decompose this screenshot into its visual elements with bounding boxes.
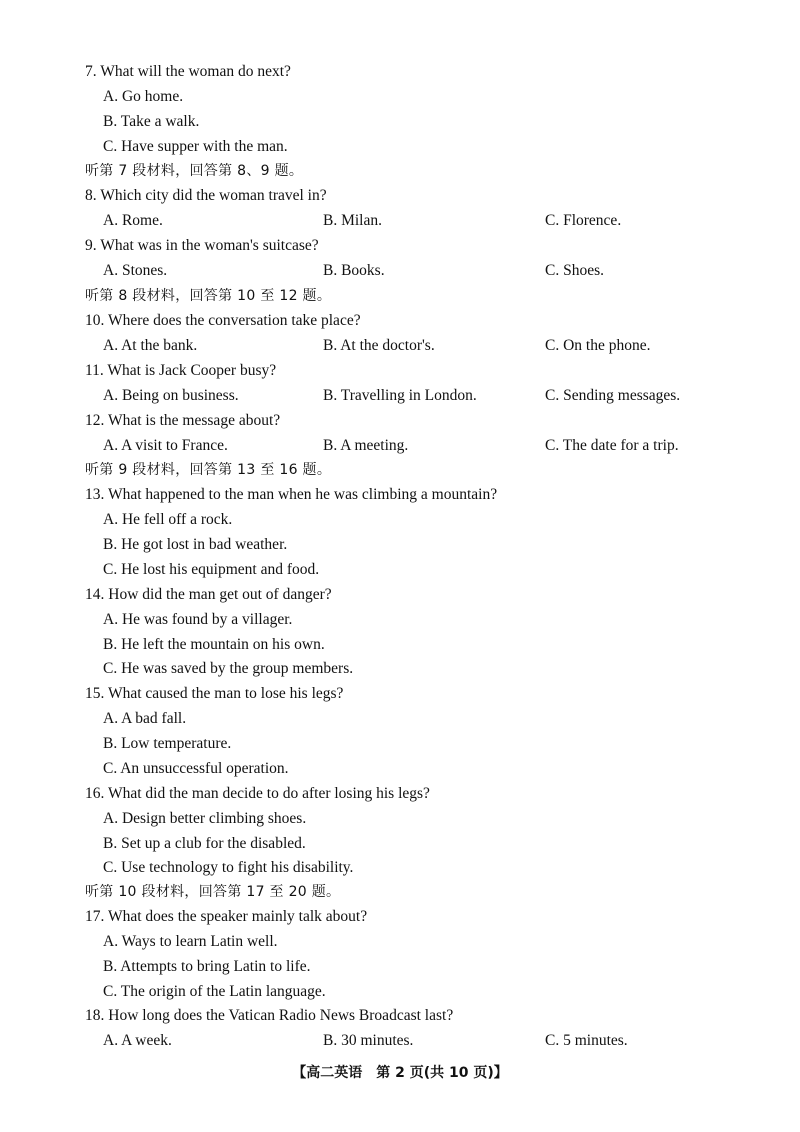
question-18-option-a: A. A week. (103, 1032, 172, 1049)
question-12-option-a: A. A visit to France. (103, 437, 228, 454)
question-12-option-b: B. A meeting. (323, 437, 409, 454)
question-8-option-a: A. Rome. (103, 212, 163, 229)
question-14-option-c: C. He was saved by the group members. (103, 660, 354, 677)
question-11-option-b: B. Travelling in London. (323, 387, 477, 404)
section-heading-9: 听第 9 段材料，回答第 13 至 16 题。 (85, 462, 332, 478)
question-13-option-b: B. He got lost in bad weather. (103, 536, 288, 553)
question-7-option-b: B. Take a walk. (103, 113, 200, 130)
question-7-option-c: C. Have supper with the man. (103, 138, 288, 155)
page-footer: 【高二英语 第 2 页(共 10 页)】 (292, 1065, 508, 1081)
question-9-option-c: C. Shoes. (545, 262, 604, 279)
question-17-option-a: A. Ways to learn Latin well. (103, 933, 278, 950)
question-18-option-b: B. 30 minutes. (323, 1032, 414, 1049)
question-16-stem: 16. What did the man decide to do after losing his legs? (85, 785, 430, 802)
question-12-stem: 12. What is the message about? (85, 412, 281, 429)
question-7-option-a: A. Go home. (103, 88, 184, 105)
question-9-stem: 9. What was in the woman's suitcase? (85, 237, 319, 254)
question-10-option-b: B. At the doctor's. (323, 337, 435, 354)
question-13-stem: 13. What happened to the man when he was climbing a mountain? (85, 486, 498, 503)
question-9-option-b: B. Books. (323, 262, 385, 279)
question-8-stem: 8. Which city did the woman travel in? (85, 187, 327, 204)
question-8-option-c: C. Florence. (545, 212, 622, 229)
question-15-stem: 15. What caused the man to lose his legs? (85, 685, 344, 702)
question-10-option-c: C. On the phone. (545, 337, 651, 354)
question-15-option-b: B. Low temperature. (103, 735, 232, 752)
question-9-option-a: A. Stones. (103, 262, 168, 279)
question-11-option-c: C. Sending messages. (545, 387, 681, 404)
question-8-option-b: B. Milan. (323, 212, 382, 229)
question-12-option-c: C. The date for a trip. (545, 437, 679, 454)
question-14-option-b: B. He left the mountain on his own. (103, 636, 325, 653)
question-16-option-c: C. Use technology to fight his disability. (103, 859, 354, 876)
question-13-option-c: C. He lost his equipment and food. (103, 561, 320, 578)
question-16-option-a: A. Design better climbing shoes. (103, 810, 307, 827)
question-14-stem: 14. How did the man get out of danger? (85, 586, 332, 603)
question-10-stem: 10. Where does the conversation take place? (85, 312, 361, 329)
question-17-stem: 17. What does the speaker mainly talk about? (85, 908, 368, 925)
question-15-option-c: C. An unsuccessful operation. (103, 760, 289, 777)
question-17-option-b: B. Attempts to bring Latin to life. (103, 958, 311, 975)
question-17-option-c: C. The origin of the Latin language. (103, 983, 326, 1000)
question-18-option-c: C. 5 minutes. (545, 1032, 628, 1049)
question-16-option-b: B. Set up a club for the disabled. (103, 835, 306, 852)
question-14-option-a: A. He was found by a villager. (103, 611, 293, 628)
question-7-stem: 7. What will the woman do next? (85, 63, 291, 80)
question-15-option-a: A. A bad fall. (103, 710, 187, 727)
question-11-stem: 11. What is Jack Cooper busy? (85, 362, 277, 379)
section-heading-10: 听第 10 段材料，回答第 17 至 20 题。 (85, 884, 341, 900)
question-10-option-a: A. At the bank. (103, 337, 198, 354)
section-heading-8: 听第 8 段材料，回答第 10 至 12 题。 (85, 288, 332, 304)
question-11-option-a: A. Being on business. (103, 387, 239, 404)
question-13-option-a: A. He fell off a rock. (103, 511, 233, 528)
question-18-stem: 18. How long does the Vatican Radio News Broadcast last? (85, 1007, 454, 1024)
section-heading-7: 听第 7 段材料，回答第 8、9 题。 (85, 163, 304, 179)
